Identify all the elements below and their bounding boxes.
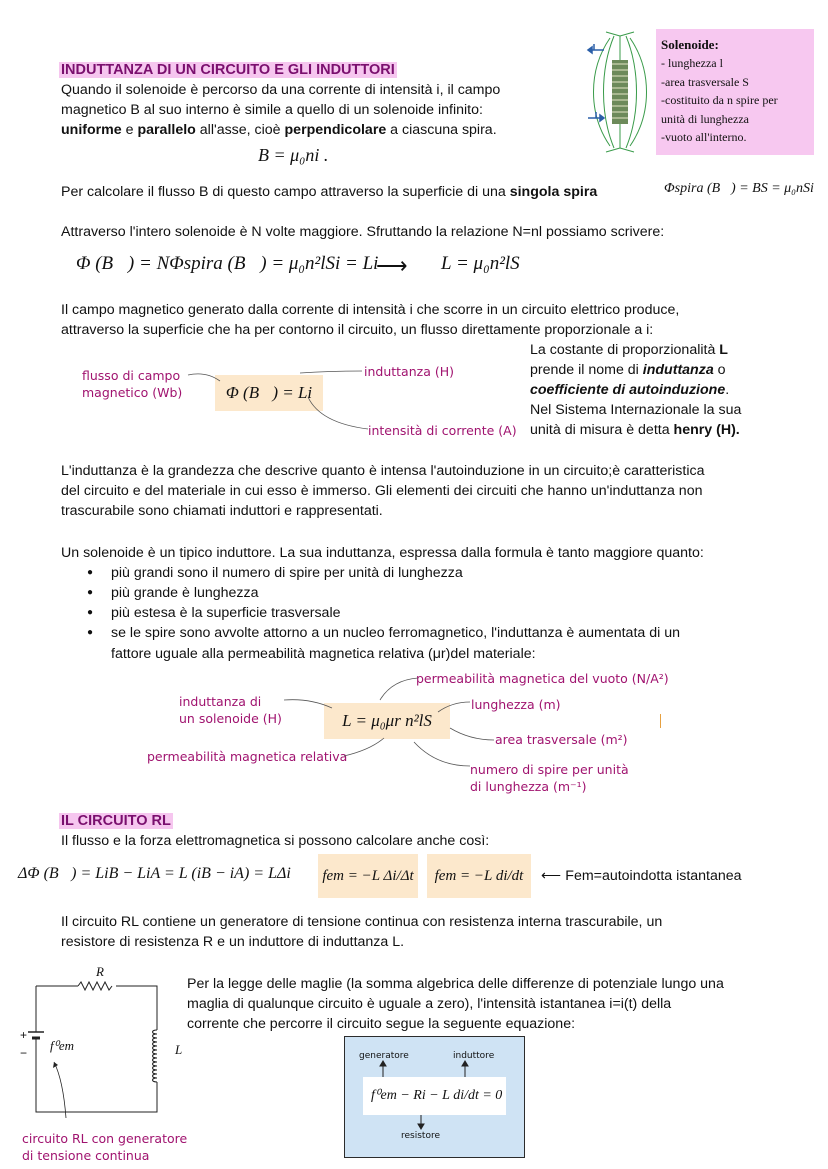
- annotation-area: area trasversale (m²): [495, 732, 628, 747]
- formula-fem-delta: fem = −L Δi/Δt: [318, 854, 418, 898]
- circuit-minus: −: [20, 1046, 28, 1060]
- note-line: - lunghezza l: [661, 56, 723, 70]
- maglie-paragraph: Per la legge delle maglie (la somma algebrica delle differenze di potenziale lungo una maglia di qualunque circuito è uguale a zero), l'intensità istantanea i=i(t) della corrente che percorre il circuito segue la seguente equazione:: [187, 976, 724, 1032]
- solenoid-note: [656, 29, 814, 155]
- panel-formula: f⁰em − Ri − L di/dt = 0: [371, 1088, 503, 1103]
- circuit-plus: +: [20, 1028, 28, 1042]
- flux-emf-text: Il flusso e la forza elettromagnetica si possono calcolare anche così:: [61, 833, 490, 849]
- note-line: unità di lunghezza: [661, 111, 749, 126]
- whole-solenoid-text: Attraverso l'intero solenoide è N volte maggiore. Sfruttando la relazione N=nl possiamo scrivere:: [61, 224, 665, 240]
- formula-fem-instant: fem = −L di/dt: [427, 854, 531, 898]
- circuit-label-fem: f⁰em: [50, 1038, 74, 1053]
- list-item: ● più estesa è la superficie trasversale: [61, 603, 781, 623]
- annotation-induttanza: induttanza (H): [364, 364, 454, 379]
- annotation-perm-relativa: permeabilità magnetica relativa: [147, 749, 348, 764]
- panel-label-resistore: resistore: [401, 1131, 440, 1141]
- solenoide-intro: Un solenoide è un tipico induttore. La sua induttanza, espressa dalla formula è tanto maggiore quanto:: [61, 545, 704, 561]
- annotation-perm-vuoto: permeabilità magnetica del vuoto (N/A²): [416, 671, 669, 686]
- formula-phi-li: Φ (B⃗) = Li: [215, 375, 323, 411]
- panel-label-induttore: induttore: [453, 1051, 495, 1061]
- note-line: -vuoto all'interno.: [661, 130, 747, 144]
- list-item: ● più grandi sono il numero di spire per unità di lunghezza: [61, 563, 781, 583]
- circuit-label-R: R: [96, 964, 104, 979]
- circuit-caption: circuito RL con generatore di tensione continua: [22, 1131, 188, 1163]
- section-heading-rl: IL CIRCUITO RL: [61, 813, 171, 829]
- annotation-spire: numero di spire per unità di lunghezza (m⁻¹): [470, 762, 629, 794]
- section-heading-induttanza: INDUTTANZA DI UN CIRCUITO E GLI INDUTTORI: [61, 62, 395, 78]
- list-item: ● se le spire sono avvolte attorno a un nucleo ferromagnetico, l'induttanza è aumentata di un: [61, 623, 781, 643]
- solenoid-field-image: [584, 30, 656, 154]
- bullet-continuation: fattore uguale alla permeabilità magnetica relativa (μr)del materiale:: [111, 646, 536, 662]
- annotation-intensita: intensità di corrente (A): [368, 423, 517, 438]
- circuit-label-L: L: [175, 1042, 183, 1057]
- panel-arrows: [345, 1037, 524, 1157]
- annotation-flux: flusso di campo magnetico (Wb): [82, 368, 183, 400]
- formula-L-relative: L = μ₀μr n²lS: [324, 703, 450, 739]
- intro-paragraph: Quando il solenoide è percorso da una corrente di intensità i, il campo magnetico B al suo interno è simile a quello di un solenoide infinito: uniforme e parallelo all'asse, cioè perpendicolare a ciascuna spira.: [61, 82, 501, 138]
- formula-L: L = μ₀n²lS: [441, 253, 520, 274]
- flux-single-turn-text: Per calcolare il flusso B di questo campo attraverso la superficie di una singola spira: [61, 184, 598, 200]
- list-item: ● più grande è lunghezza: [61, 583, 781, 603]
- bullet-list: [61, 563, 781, 643]
- solenoid-note-lines: [661, 54, 814, 147]
- fem-note: ⟵ Fem=autoindotta istantanea: [541, 868, 742, 884]
- solenoid-note-title: Solenoide:: [661, 37, 719, 52]
- panel-label-generatore: generatore: [359, 1051, 409, 1061]
- rl-paragraph: Il circuito RL contiene un generatore di tensione continua con resistenza interna trascurabile, un resistore di resistenza R e un induttore di induttanza L.: [61, 914, 663, 950]
- costante-paragraph: La costante di proporzionalità L prende il nome di induttanza o coefficiente di autoinduzione. Nel Sistema Internazionale la sua unità di misura è detta henry (H).: [530, 342, 742, 438]
- annotation-leaders-2: [280, 670, 510, 770]
- formula-delta-flux: ΔΦ (B⃗) = LiB − LiA = L (iB − iA) = LΔi: [18, 865, 291, 882]
- note-line: -area trasversale S: [661, 74, 749, 89]
- cursor-mark: [660, 714, 661, 728]
- annotation-induttanza-solenoide: induttanza di un solenoide (H): [179, 694, 282, 726]
- annotation-leaders: [180, 365, 370, 435]
- campo-paragraph: Il campo magnetico generato dalla corrente di intensità i che scorre in un circuito elettrico produce, attraverso la superficie che ha per contorno il circuito, un flusso direttamente proporzionale a i:: [61, 302, 680, 338]
- arrow-right-icon: ⟶: [376, 253, 408, 278]
- formula-flux-spira: Φspira (B⃗) = BS = μ₀nSi: [664, 181, 814, 196]
- induttanza-paragraph: L'induttanza è la grandezza che descrive quanto è intensa l'autoinduzione in un circuito;è caratteristica del circuito e del materiale in cui esso è immerso. Gli elementi dei circuiti che hanno un'induttanza non trascurabile sono chiamati induttori e rappresentati.: [61, 463, 705, 519]
- formula-whole-flux: Φ (B⃗) = NΦspira (B⃗) = μ₀n²lSi = Li: [76, 253, 379, 274]
- rl-equation-panel: [344, 1036, 525, 1158]
- note-line: -costituito da n spire per: [661, 93, 778, 107]
- annotation-lunghezza: lunghezza (m): [471, 697, 561, 712]
- formula-B: B = μ₀ni .: [258, 145, 329, 165]
